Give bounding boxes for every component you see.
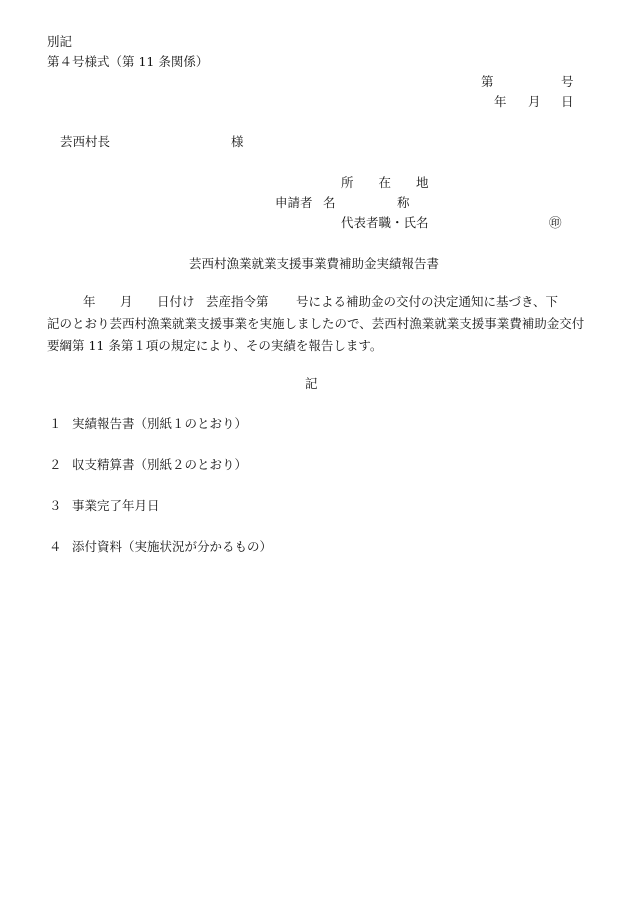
item-number: ２ [49,457,62,472]
body-order: 芸産指令第 [206,294,269,309]
ki-heading: 記 [305,376,318,391]
item-text: 添付資料（実施状況が分かるもの） [72,539,273,554]
body-line3: 要綱第 11 条第１項の規定により、その実績を報告します。 [47,338,383,353]
item-number: ３ [49,498,62,513]
form-number: 第４号様式（第 11 条関係） [47,54,209,69]
addressee-honorific: 様 [231,134,244,149]
name-label-2: 称 [397,195,410,210]
doc-number-prefix: 第 [481,74,494,89]
date-day: 日 [561,94,574,109]
body-line1-rest: 号による補助金の交付の決定通知に基づき、下 [296,294,559,309]
document-title: 芸西村漁業就業支援事業費補助金実績報告書 [189,256,440,271]
date-month: 月 [528,94,541,109]
body-dated: 日付け [157,294,195,309]
item-text: 実績報告書（別紙１のとおり） [72,416,248,431]
representative-label: 代表者職・氏名 [341,215,429,230]
body-line2: 記のとおり芸西村漁業就業支援事業を実施しましたので、芸西村漁業就業支援事業費補助金交付 [47,316,585,331]
annex-label: 別記 [47,34,73,49]
item-number: ４ [49,539,62,554]
body-year: 年 [83,294,96,309]
address-label: 所 在 地 [341,175,429,190]
seal-mark: ㊞ [549,215,562,230]
item-number: １ [49,416,62,431]
date-year: 年 [494,94,507,109]
addressee-name: 芸西村長 [60,134,111,149]
doc-number-suffix: 号 [561,74,574,89]
item-text: 収支精算書（別紙２のとおり） [72,457,248,472]
applicant-label: 申請者 [275,195,313,210]
name-label-1: 名 [323,195,336,210]
item-text: 事業完了年月日 [72,498,160,513]
body-month: 月 [120,294,133,309]
